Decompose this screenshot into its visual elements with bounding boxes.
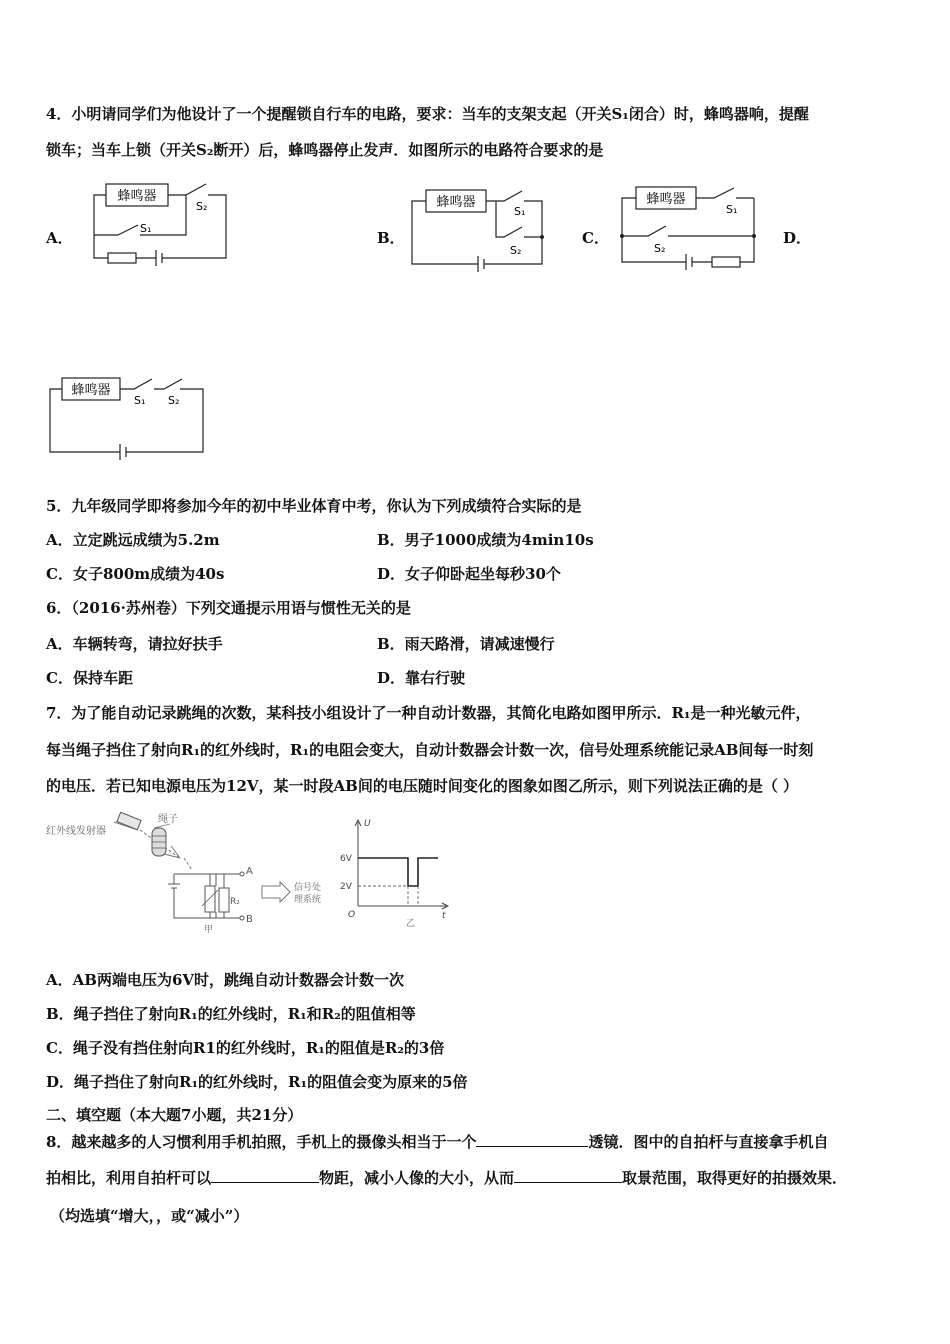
- q6-option-b: B．雨天路滑，请减速慢行: [377, 635, 555, 653]
- u-axis-label: U: [364, 819, 371, 829]
- q4-stem-line2: 锁车；当车上锁（开关S₂断开）后，蜂鸣器停止发声．如图所示的电路符合要求的是: [46, 141, 604, 159]
- q8-text-5: 取景范围，取得更好的拍摄效果．: [622, 1169, 848, 1187]
- q4-circuit-c: [618, 182, 768, 277]
- buzzer-label: 蜂鸣器: [646, 192, 686, 207]
- q6-option-a: A．车辆转弯，请拉好扶手: [46, 635, 223, 653]
- q8-text-2: 透镜．图中的自拍杆与直接拿手机自: [588, 1133, 829, 1151]
- terminal-a: A: [246, 866, 253, 877]
- q6-option-d: D．靠右行驶: [377, 669, 466, 687]
- q8-text-4: 物距，减小人像的大小，从而: [319, 1169, 515, 1187]
- q4-option-a-label: A．: [46, 229, 73, 247]
- q6-stem: 6．（2016·苏州卷）下列交通提示用语与惯性无关的是: [46, 599, 411, 617]
- arrow-icon: [262, 882, 290, 902]
- resistor: [108, 253, 136, 263]
- figure-yi-caption: 乙: [406, 919, 416, 929]
- q4-option-c-label: C．: [582, 229, 609, 247]
- origin-label: O: [348, 910, 356, 920]
- q8-text-1: 8．越来越多的人习惯利用手机拍照，手机上的摄像头相当于一个: [46, 1133, 477, 1151]
- q8-blank-2[interactable]: [211, 1168, 319, 1183]
- q4-circuit-b: [408, 184, 553, 279]
- q4-option-d-label: D．: [783, 229, 812, 247]
- battery: [156, 250, 162, 266]
- section-heading: 二、填空题（本大题7小题，共21分）: [46, 1106, 303, 1124]
- s2-label: S₂: [510, 244, 522, 257]
- q4-stem-line1: 4．小明请同学们为他设计了一个提醒锁自行车的电路，要求：当车的支架支起（开关S₁闭合）时，蜂鸣器响，提醒: [46, 105, 809, 123]
- q7-figure-yi: [336, 814, 454, 929]
- switch-s2: [186, 184, 206, 195]
- q7-stem-line3: 的电压．若已知电源电压为12V，某一时段AB间的电压随时间变化的图象如图乙所示，则下列说法正确的是（ ）: [46, 777, 799, 795]
- q8-line2: [46, 1168, 847, 1188]
- r2-resistor: [219, 888, 229, 912]
- s1-label: S₁: [514, 205, 526, 218]
- q8-text-3: 拍相比，利用自拍杆可以: [46, 1169, 212, 1187]
- r2-label: R₂: [230, 897, 240, 907]
- s1-label: S₁: [726, 203, 738, 216]
- q7-option-d: D．绳子挡住了射向R₁的红外线时，R₁的阻值会变为原来的5倍: [46, 1073, 468, 1091]
- tick-2v: 2V: [340, 882, 352, 892]
- s1-label: S₁: [140, 222, 152, 235]
- buzzer-label: 蜂鸣器: [117, 189, 157, 204]
- q5-option-b: B．男子1000成绩为4min10s: [377, 531, 594, 549]
- q5-stem: 5．九年级同学即将参加今年的初中毕业体育中考，你认为下列成绩符合实际的是: [46, 497, 582, 515]
- q8-line1: [46, 1132, 828, 1152]
- buzzer-label: 蜂鸣器: [436, 195, 476, 210]
- q7-option-c: C．绳子没有挡住射向R1的红外线时，R₁的阻值是R₂的3倍: [46, 1039, 445, 1057]
- q7-option-a: A．AB两端电压为6V时，跳绳自动计数器会计数一次: [46, 971, 405, 989]
- q7-stem-line1: 7．为了能自动记录跳绳的次数，某科技小组设计了一种自动计数器，其简化电路如图甲所示．R₁是一种光敏元件，: [46, 704, 811, 722]
- voltage-curve: [358, 858, 438, 886]
- q7-option-b: B．绳子挡住了射向R₁的红外线时，R₁和R₂的阻值相等: [46, 1005, 416, 1023]
- tick-6v: 6V: [340, 854, 352, 864]
- s2-label: S₂: [168, 394, 180, 407]
- switch-s1: [118, 225, 138, 235]
- q5-option-a: A．立定跳远成绩为5.2m: [46, 531, 220, 549]
- buzzer-label: 蜂鸣器: [71, 383, 111, 398]
- terminal-b: B: [246, 914, 253, 925]
- q8-blank-1[interactable]: [476, 1132, 588, 1147]
- figure-jia-caption: 甲: [204, 925, 214, 935]
- q7-figure-jia-right: [44, 810, 334, 935]
- q8-blank-3[interactable]: [514, 1168, 622, 1183]
- s2-label: S₂: [196, 200, 208, 213]
- signal-label-1: 信号处: [294, 883, 322, 893]
- s2-label: S₂: [654, 242, 666, 255]
- signal-label-2: 理系统: [294, 895, 322, 905]
- q8-line3: （均选填“增大，，或“减小”）: [50, 1207, 249, 1225]
- q6-option-c: C．保持车距: [46, 669, 133, 687]
- q4-circuit-d: [48, 372, 208, 462]
- q4-option-b-label: B．: [377, 229, 405, 247]
- q5-option-d: D．女子仰卧起坐每秒30个: [377, 565, 561, 583]
- q7-stem-line2: 每当绳子挡住了射向R₁的红外线时，R₁的电阻会变大，自动计数器会计数一次，信号处理系统能记录AB间每一时刻: [46, 741, 814, 759]
- q5-option-c: C．女子800m成绩为40s: [46, 565, 225, 583]
- t-axis-label: t: [442, 911, 446, 921]
- emitter-label: 红外线发射器: [46, 826, 106, 837]
- rope-label: 绳子: [158, 814, 178, 825]
- q4-circuit-a: [88, 180, 238, 275]
- s1-label: S₁: [134, 394, 146, 407]
